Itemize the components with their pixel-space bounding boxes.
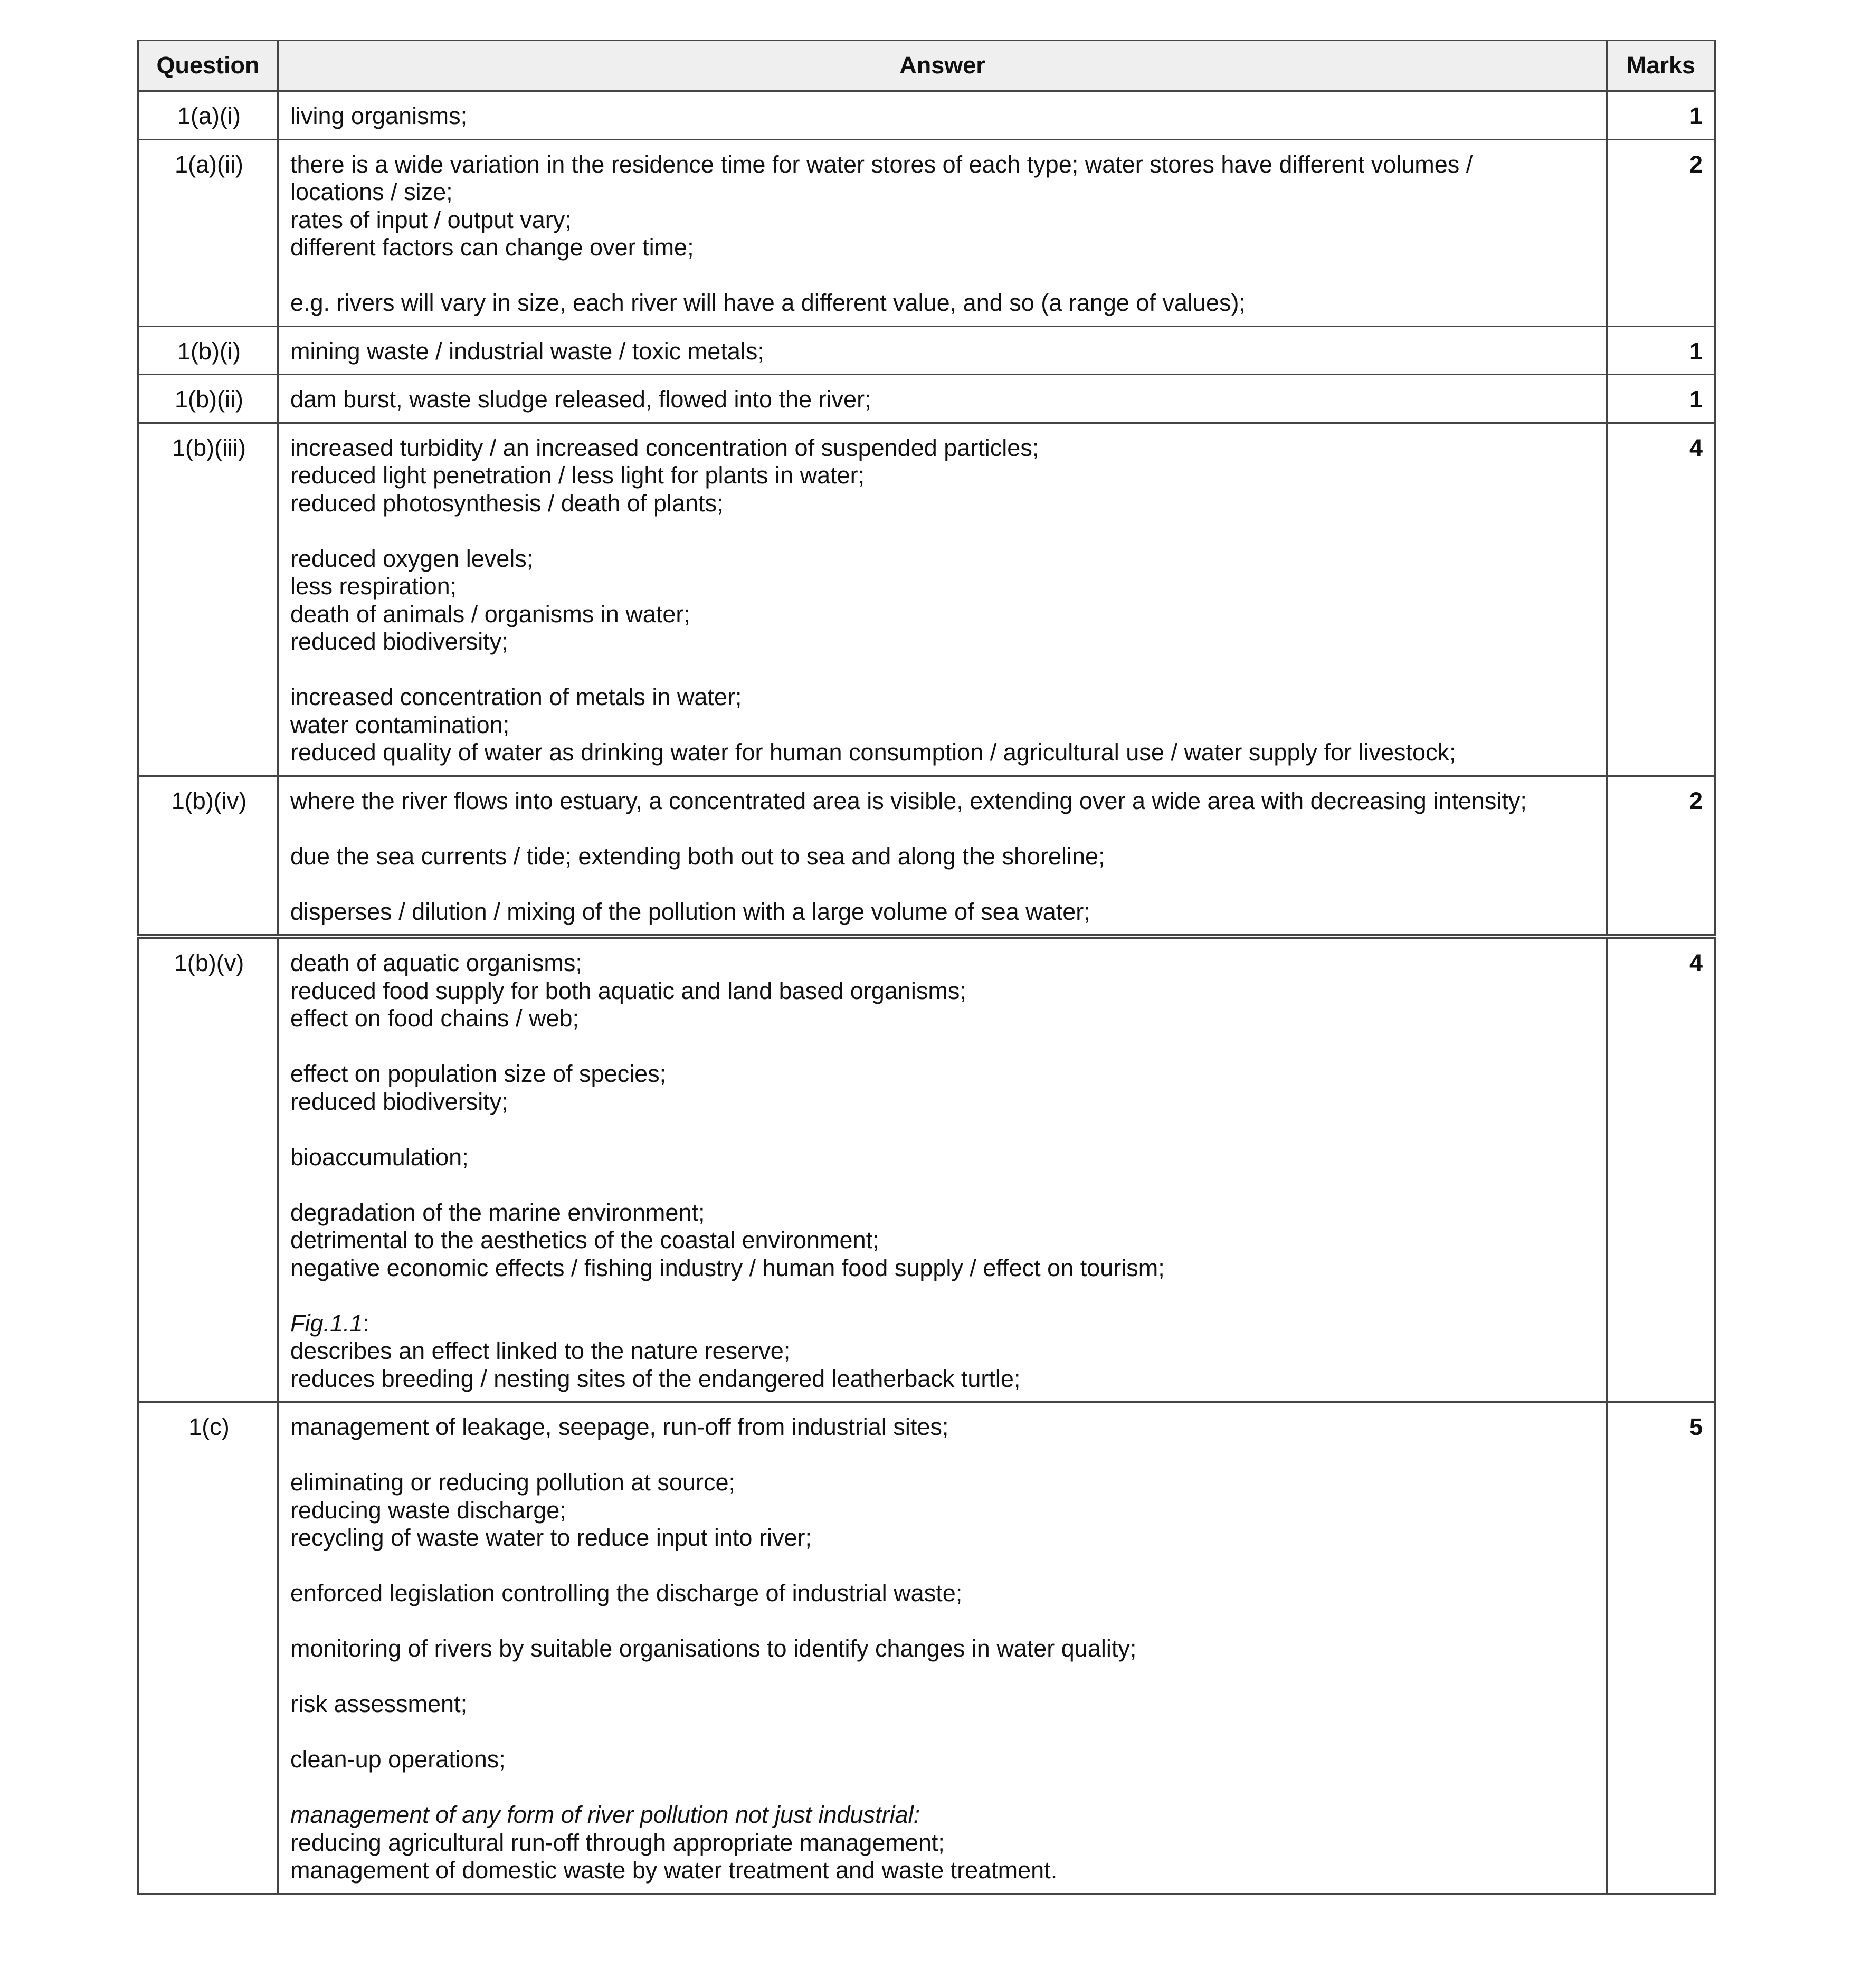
answer-line: e.g. rivers will vary in size, each river will have a different value, and so (a range of values); <box>290 289 1246 316</box>
answer-line: mining waste / industrial waste / toxic metals; <box>290 337 764 365</box>
paragraph-gap <box>290 1116 1597 1144</box>
answer-cell <box>278 937 1607 1402</box>
table-row <box>138 326 1715 375</box>
question-number: 1(b)(i) <box>138 326 278 375</box>
answer-line: reduced light penetration / less light for plants in water; <box>290 462 865 489</box>
table-row <box>138 91 1715 140</box>
question-column-header: Question <box>138 41 278 91</box>
marks-value: 1 <box>1607 375 1715 423</box>
marks-value: 1 <box>1607 91 1715 140</box>
answer-line: increased turbidity / an increased concentration of suspended particles; <box>290 434 1039 461</box>
paragraph-gap <box>290 262 1597 290</box>
answer-line: reduced food supply for both aquatic and land based organisms; <box>290 977 966 1004</box>
answer-line: negative economic effects / fishing industry / human food supply / effect on tourism; <box>290 1254 1165 1281</box>
mark-scheme-table <box>137 40 1716 1895</box>
question-number: 1(b)(iv) <box>138 776 278 937</box>
answer-line: dam burst, waste sludge released, flowed into the river; <box>290 386 871 413</box>
answer-line: locations / size; <box>290 178 453 205</box>
answer-line: bioaccumulation; <box>290 1143 469 1171</box>
paragraph-gap <box>290 870 1597 898</box>
answer-line: effect on population size of species; <box>290 1060 667 1087</box>
answer-line <box>290 1310 1597 1338</box>
answer-cell <box>278 1402 1607 1894</box>
marks-value: 2 <box>1607 139 1715 326</box>
marks-value: 4 <box>1607 423 1715 776</box>
answer-line: management of leakage, seepage, run-off from industrial sites; <box>290 1413 949 1440</box>
answer-line: increased concentration of metals in water; <box>290 683 742 710</box>
paragraph-gap <box>290 1441 1597 1469</box>
answer-line: management of any form of river pollution not just industrial: <box>290 1801 920 1828</box>
paragraph-gap <box>290 1663 1597 1691</box>
answer-line: there is a wide variation in the residence time for water stores of each type; water stores have different volumes / <box>290 150 1473 178</box>
answer-line: different factors can change over time; <box>290 234 694 261</box>
table-row <box>138 139 1715 326</box>
paragraph-gap <box>290 1774 1597 1802</box>
answer-line: degradation of the marine environment; <box>290 1198 705 1226</box>
question-number: 1(b)(ii) <box>138 375 278 423</box>
answer-line: reduces breeding / nesting sites of the endangered leatherback turtle; <box>290 1365 1021 1392</box>
answer-cell <box>278 91 1607 140</box>
table-row <box>138 776 1715 937</box>
paragraph-gap <box>290 1607 1597 1635</box>
paragraph-gap <box>290 1171 1597 1199</box>
answer-cell <box>278 776 1607 937</box>
answer-line-tail: : <box>363 1309 370 1337</box>
question-number: 1(a)(ii) <box>138 139 278 326</box>
answer-line: death of aquatic organisms; <box>290 949 582 976</box>
answer-line: living organisms; <box>290 102 468 129</box>
figure-reference: Fig.1.1 <box>290 1309 363 1337</box>
answer-line: reducing waste discharge; <box>290 1496 566 1524</box>
table-body <box>138 91 1715 1894</box>
answer-cell <box>278 326 1607 375</box>
answer-line: describes an effect linked to the nature reserve; <box>290 1337 791 1364</box>
answer-line: enforced legislation controlling the discharge of industrial waste; <box>290 1580 963 1606</box>
answer-line: monitoring of rivers by suitable organisations to identify changes in water quality; <box>290 1635 1137 1662</box>
answer-line: reduced biodiversity; <box>290 1088 508 1115</box>
answer-line: reducing agricultural run-off through appropriate management; <box>290 1829 945 1856</box>
answer-line: death of animals / organisms in water; <box>290 600 690 627</box>
answer-line: reduced photosynthesis / death of plants; <box>290 489 724 517</box>
answer-line: disperses / dilution / mixing of the pollution with a large volume of sea water; <box>290 898 1090 925</box>
answer-line: reduced biodiversity; <box>290 628 508 655</box>
paragraph-gap <box>290 1718 1597 1746</box>
answer-line: reduced oxygen levels; <box>290 545 534 572</box>
answer-line: risk assessment; <box>290 1690 468 1717</box>
answer-line: recycling of waste water to reduce input into river; <box>290 1524 812 1551</box>
marks-value: 5 <box>1607 1402 1715 1894</box>
answer-line: where the river flows into estuary, a concentrated area is visible, extending over a wide area with decreasing intensity; <box>290 787 1527 814</box>
question-number: 1(a)(i) <box>138 91 278 140</box>
answer-line: less respiration; <box>290 573 457 600</box>
answer-line: water contamination; <box>290 711 510 738</box>
paragraph-gap <box>290 815 1597 843</box>
answer-column-header: Answer <box>278 41 1607 91</box>
question-number: 1(c) <box>138 1402 278 1894</box>
table-row <box>138 423 1715 776</box>
paragraph-gap <box>290 656 1597 684</box>
table-row <box>138 375 1715 423</box>
answer-line: effect on food chains / web; <box>290 1005 580 1032</box>
answer-line: management of domestic waste by water treatment and waste treatment. <box>290 1857 1058 1884</box>
marks-value: 1 <box>1607 326 1715 375</box>
marks-value: 2 <box>1607 776 1715 937</box>
answer-line: rates of input / output vary; <box>290 206 572 233</box>
paragraph-gap <box>290 1033 1597 1061</box>
table-row <box>138 937 1715 1402</box>
answer-cell <box>278 375 1607 423</box>
answer-cell <box>278 423 1607 776</box>
answer-line: detrimental to the aesthetics of the coastal environment; <box>290 1226 879 1253</box>
marks-value: 4 <box>1607 937 1715 1402</box>
answer-line: reduced quality of water as drinking water for human consumption / agricultural use / water supply for livestock; <box>290 739 1456 766</box>
table-row <box>138 1402 1715 1894</box>
paragraph-gap <box>290 517 1597 545</box>
paragraph-gap <box>290 1552 1597 1580</box>
answer-cell <box>278 139 1607 326</box>
question-number: 1(b)(iii) <box>138 423 278 776</box>
paragraph-gap <box>290 1282 1597 1310</box>
answer-line: due the sea currents / tide; extending both out to sea and along the shoreline; <box>290 842 1105 870</box>
header-row <box>138 41 1715 91</box>
marks-column-header: Marks <box>1607 41 1715 91</box>
answer-line: eliminating or reducing pollution at source; <box>290 1469 735 1496</box>
answer-line: clean-up operations; <box>290 1746 506 1773</box>
question-number: 1(b)(v) <box>138 937 278 1402</box>
